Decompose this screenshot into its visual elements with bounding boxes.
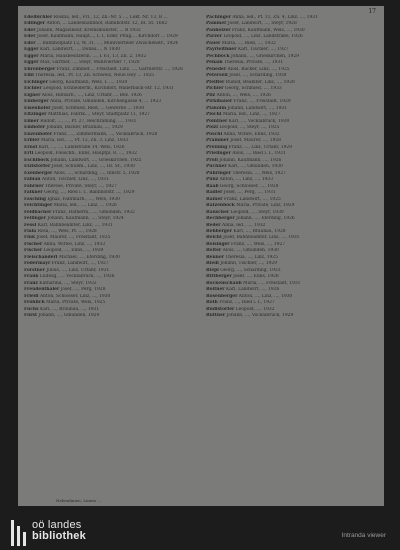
entry-details: Julius, ..., Linz, Urfahr, 1931 — [46, 267, 110, 273]
logo-line-2: bibliothek — [32, 530, 86, 542]
directory-entry — [206, 54, 376, 60]
entry-name: Emhofer — [24, 125, 46, 131]
directory-entry — [24, 54, 194, 60]
directory-entry — [206, 41, 376, 47]
directory-entry — [24, 274, 194, 280]
entry-name: Fischer — [24, 241, 43, 247]
entry-details: Franz, ..., Freistadt, 1929 — [233, 99, 291, 105]
directory-entry — [206, 242, 376, 248]
entry-name: Pauer — [206, 40, 221, 46]
entry-name: Falkner — [24, 190, 43, 196]
entry-details: Josef, ..., Perg, 1928 — [60, 287, 106, 293]
entry-name: Fabian — [24, 177, 41, 183]
directory-entry — [24, 132, 194, 138]
directory-entry — [24, 15, 194, 21]
directory-entry — [206, 313, 376, 319]
directory-entry — [24, 112, 194, 118]
directory-entry — [206, 112, 376, 118]
entry-details: Rudolf, Beamter, Linz, ..., 1928 — [225, 79, 295, 85]
directory-entry — [24, 145, 194, 151]
entry-name: Pirklbauer — [206, 99, 233, 105]
entry-details: Maria, led., ..., Pf. 12, Zn. 3, Linz, 1933 — [40, 138, 129, 144]
directory-entry — [206, 164, 376, 170]
directory-entry — [24, 235, 194, 241]
entry-name: Reder — [206, 222, 221, 228]
entry-details: Georg, Schlosser, ..., 1928 — [219, 183, 279, 189]
directory-entry — [206, 21, 376, 27]
directory-entry — [24, 158, 194, 164]
directory-entry — [206, 138, 376, 144]
entry-details: Franz, Landwirt, ..., 1927 — [51, 261, 109, 267]
entry-details: Josef, Schmied, Ried, ... Gewerbe ... 1930 — [52, 105, 145, 111]
entry-name: Fink — [24, 235, 36, 241]
directory-entry — [206, 158, 376, 164]
entry-name: Rosenberger — [206, 293, 238, 299]
entry-name: Reisinger — [206, 241, 230, 247]
directory-entry — [24, 106, 194, 112]
directory-entry — [206, 287, 376, 293]
directory-entry — [206, 151, 376, 157]
directory-entry — [24, 190, 194, 196]
entry-name: Eichinger — [24, 79, 48, 85]
directory-entry — [24, 210, 194, 216]
entry-name: Rittberger — [206, 274, 232, 280]
entry-name: Rainer — [206, 196, 223, 202]
entry-details: Leopold, ..., Linz, Landstraße, 1926 — [223, 34, 303, 40]
directory-entry — [24, 86, 194, 92]
directory-entry — [206, 229, 376, 235]
entry-details: Karl, Tischler, ..., 1927 — [237, 47, 289, 53]
entry-name: Panholzer — [206, 27, 231, 33]
directory-entry — [24, 268, 194, 274]
entry-name: Friedl — [24, 293, 39, 299]
entry-details: Johann, ..., Grieskirchen, 1929 — [230, 53, 299, 59]
entry-name: Pichler — [206, 86, 224, 92]
entry-name: Edelbichler — [24, 15, 53, 20]
directory-entry — [206, 171, 376, 177]
entry-details: Alois, ..., Ried i. I., 1931 — [232, 151, 286, 157]
entry-details: Karl, Bahnbeamter, Linz, ..., 1931 — [37, 222, 113, 228]
entry-name: Prammer — [206, 138, 229, 144]
directory-entry — [24, 300, 194, 306]
entry-details: Theresia, ..., Linz, 1925 — [225, 254, 278, 260]
directory-entry — [206, 307, 376, 313]
entry-name: Fellinger — [24, 216, 47, 222]
entry-details: Theresia, led., Pf. 13, Zn. Schweiz, Neue Hoy ... 1925 — [35, 73, 155, 79]
entry-details: ... Bahnhofplatz 12, W, 31, ..., Mühlvierteler Zwischenstr., 1924 — [36, 40, 178, 46]
entry-name: Renner — [206, 254, 224, 260]
entry-name: Rehberger — [206, 228, 232, 234]
entry-details: Josef, ..., Schärding, 1930 — [229, 73, 287, 79]
directory-entry — [206, 203, 376, 209]
entry-name: Erbler — [24, 138, 40, 144]
entry-details: Franz, ..., Wels, ..., 1927 — [231, 241, 286, 247]
directory-entry — [206, 177, 376, 183]
directory-entry — [206, 67, 376, 73]
directory-entry — [24, 151, 194, 157]
entry-name: Fröhlich — [24, 300, 45, 306]
entry-details: Katharina, ..., Steyr, 1932 — [39, 280, 97, 286]
entry-details: Rosa, ..., Wels, Pf. ..., 1928 — [37, 228, 97, 234]
directory-entry — [24, 242, 194, 248]
directory-entry — [24, 216, 194, 222]
right-column — [206, 15, 376, 320]
entry-details: Georg, Schmied, ..., 1933 — [225, 86, 282, 92]
directory-entry — [206, 28, 376, 34]
entry-details: Therese, Private, Steyr, ..., 1927 — [44, 183, 117, 189]
entry-name: Exenberger — [24, 170, 53, 176]
directory-entry — [24, 281, 194, 287]
directory-entry — [24, 125, 194, 131]
directory-entry — [206, 15, 376, 21]
directory-entry — [206, 47, 376, 53]
entry-name: Fasching — [24, 196, 46, 202]
entry-details: Alois, ..., Schärding, ..., Innstr. 5, 1928 — [53, 170, 140, 176]
entry-name: Plakolm — [206, 105, 227, 111]
entry-details: Karl, ..., Braunau, ..., 1931 — [39, 306, 100, 312]
entry-name: Franz — [24, 280, 38, 286]
entry-name: Fürst — [24, 313, 38, 319]
directory-entry — [206, 86, 376, 92]
entry-name: Eichler — [24, 86, 42, 92]
entry-details: Johann, Bäcker, Braunau, ..., 1929 — [46, 125, 123, 131]
entry-name: Pilz — [206, 92, 216, 98]
entry-name: Payrleithner — [206, 47, 237, 53]
entry-details: Anna, led., Pf. 11, Zn. 4, Linz, ..., 1931 — [232, 15, 318, 20]
entry-name: Feldbacher — [24, 209, 52, 215]
directory-entry — [24, 197, 194, 203]
entry-name: Ratzenböck — [206, 203, 235, 209]
entry-name: Roth — [206, 300, 218, 306]
entry-name: Punz — [206, 177, 219, 183]
directory-entry — [24, 223, 194, 229]
entry-name: Egger — [24, 53, 39, 59]
entry-details: Franz, ..., Zimmermann, ..., Vöcklabruck, 1928 — [53, 131, 158, 137]
entry-name: Egger — [24, 47, 39, 53]
entry-details: Leopold, ..., Steyr, ..., 1925 — [219, 125, 280, 131]
entry-details: Johann, ..., Eferding, 1926 — [236, 216, 295, 222]
entry-name: Fessl — [24, 222, 37, 228]
entry-details: Leopold, Schneiderm., Kirchdorf, Wallerbach-Str. 12, 1931 — [43, 86, 174, 92]
entry-name: Pöschl — [206, 131, 223, 137]
entry-name: Riedl — [206, 261, 219, 267]
left-column — [24, 15, 194, 320]
entry-name: Eder — [24, 27, 36, 33]
entry-details: Josef, ..., Perg, ..., 1931 — [223, 190, 276, 196]
directory-entry — [24, 73, 194, 79]
directory-entry — [206, 190, 376, 196]
directory-entry — [206, 197, 376, 203]
entry-name: Ehrenberger — [24, 66, 56, 72]
directory-entry — [206, 210, 376, 216]
entry-name: Elmer — [24, 118, 39, 124]
entry-name: Enzenhofer — [24, 131, 53, 137]
directory-entry — [24, 287, 194, 293]
entry-details: Rudolf, ..., ..., Pf. 27, Reichraming, ..., 1931 — [40, 118, 137, 124]
library-logo-text — [32, 520, 86, 543]
directory-entry — [24, 255, 194, 261]
viewer-footer — [0, 508, 400, 550]
directory-entry — [206, 80, 376, 86]
entry-details: Franz, Hafnerm., ..., Gmunden, 1932 — [52, 209, 135, 215]
entry-details: Josef, ..., Enns, 1928 — [233, 274, 279, 280]
entry-details: Theresia, ..., Wels, 1927 — [232, 170, 286, 176]
entry-details: Alois, Bäcker, Linz, ..., 1925 — [227, 66, 290, 72]
entry-name: Eisenhofer — [24, 105, 51, 111]
directory-entry — [206, 223, 376, 229]
directory-entry — [206, 294, 376, 300]
entry-details: Maria, Private, Wels, 1925 — [46, 300, 106, 306]
entry-name: Reichl — [206, 235, 222, 241]
directory-entry — [24, 203, 194, 209]
directory-entry — [24, 21, 194, 27]
entry-details: Anna, Witwe, Linz, ..., 1933 — [43, 241, 106, 247]
entry-details: Karl, ..., Vöcklabruck, 1930 — [228, 118, 290, 124]
library-logo — [10, 514, 86, 548]
entry-name: Fischer — [24, 248, 43, 254]
entry-details: Josef, Bahnbeamter, Linz, ..., 1931 — [223, 235, 300, 241]
entry-details: Karl, Landwirt, ..., 1926 — [225, 287, 280, 293]
directory-entry — [206, 184, 376, 190]
directory-entry — [206, 300, 376, 306]
directory-entry — [24, 313, 194, 319]
library-logo-icon — [10, 514, 28, 548]
directory-entry — [206, 274, 376, 280]
directory-entry — [24, 138, 194, 144]
directory-entry — [206, 73, 376, 79]
directory-entry — [206, 281, 376, 287]
entry-name: Födermayr — [24, 261, 51, 267]
directory-entry — [206, 145, 376, 151]
entry-details: Max, Gärtner, ..., Steyr, Mühlviertler 7, 1920 — [40, 60, 140, 66]
entry-name: Rockenschaub — [206, 280, 242, 286]
entry-details: Johann, ..., Vöcklabruck, 1929 — [226, 313, 294, 319]
entry-name: Rechberger — [206, 216, 235, 222]
entry-name: Pammer — [206, 21, 227, 27]
entry-name: Fleischanderl — [24, 254, 58, 260]
entry-name: Ruttner — [206, 313, 226, 319]
directory-entry — [24, 184, 194, 190]
entry-name: Eitzinger — [24, 112, 47, 118]
entry-name: Eder — [24, 40, 36, 46]
entry-details: Georg, ..., Schärding, 1933 — [220, 267, 281, 273]
entry-name: Frank — [24, 274, 39, 280]
directory-entry — [206, 34, 376, 40]
entry-name: Radler — [206, 190, 223, 196]
entry-details: Johann, ..., Gmunden, 1929 — [38, 313, 100, 319]
entry-details: Rosina, led., Frl., 12, Zn.-Nr. 5 ..., Lokf. Nr. 13, B ... — [53, 15, 168, 20]
directory-entry — [206, 99, 376, 105]
entry-details: Johann, Landwirt, ..., Grieskirchen, 1925 — [50, 157, 142, 163]
entry-name: Puchner — [206, 164, 227, 170]
directory-entry — [206, 60, 376, 66]
directory-entry — [206, 132, 376, 138]
entry-name: Fuchs — [24, 306, 39, 312]
entry-details: Theresia, Private, ..., 1931 — [224, 60, 284, 66]
directory-entry — [24, 99, 194, 105]
entry-details: Alois, Hilfsarb., ..., Linz, Urfahr, ... Bez. 1926 — [41, 92, 142, 98]
directory-entry — [24, 93, 194, 99]
page-number: 17 — [368, 8, 376, 15]
page-footnote: Nebenlinien, Linien ... — [56, 498, 102, 503]
entry-name: Freudenthaler — [24, 287, 60, 293]
entry-details: Anna, Witwe, Enns, 1932 — [223, 131, 280, 137]
entry-details: Ignaz, Fabrikarb., ..., Wels, 1930 — [47, 196, 120, 202]
directory-entry — [24, 47, 194, 53]
entry-name: Etzlstorfer — [24, 164, 51, 170]
entry-details: Ludwig, ..., Vöcklabruck, ..., 1926 — [39, 274, 115, 280]
directory-entry — [24, 261, 194, 267]
entry-details: Georg, ..., Ried i. I., Bahnhofstr. ..., 1929 — [44, 190, 135, 196]
entry-name: Pühringer — [206, 170, 232, 176]
directory-entry — [24, 177, 194, 183]
entry-details: Anton, ..., Linz, ..., 1930 — [238, 293, 293, 299]
entry-name: Roitner — [206, 287, 225, 293]
entry-details: Anna, Private, Gmunden, Kirchengasse 4, ... 1923 — [49, 99, 162, 105]
entry-name: Edlinger — [24, 21, 46, 27]
entry-name: Pointner — [206, 118, 228, 124]
directory-entry — [24, 60, 194, 66]
entry-details: Josef, Maurer, ..., 1928 — [230, 138, 281, 144]
entry-details: Karl, ..., ..., Landstraße 14, Wels, 1926 — [38, 144, 125, 150]
entry-details: Franz, ..., Linz, Urfahr, 1929 — [228, 144, 292, 150]
entry-details: Johann, Kaufmann, ..., Steyr, 1924 — [47, 216, 124, 222]
entry-details: Maria, ..., Freistadt, 1931 — [243, 280, 301, 286]
entry-name: Eschlböck — [24, 157, 50, 163]
entry-name: Prielinger — [206, 151, 231, 157]
directory-entry — [24, 229, 194, 235]
entry-name: Pechböck — [206, 53, 230, 59]
entry-name: Pröll — [206, 157, 218, 163]
entry-details: Johann, Kaufmann, ..., 1926 — [219, 157, 282, 163]
entry-details: Maria, Hausbesitzerin, ..., I. 61, 13, Zn. 2, 1932 — [40, 53, 147, 59]
scanned-page — [18, 6, 384, 506]
entry-name: Riepl — [206, 267, 219, 273]
entry-details: Karl, ..., Gmunden, 1930 — [228, 164, 283, 170]
entry-details: Leopold, ..., Enns, ..., 1929 — [43, 248, 104, 254]
directory-entry — [24, 80, 194, 86]
entry-details: Anton, Tischler, Linz, ..., 1931 — [41, 177, 109, 183]
entry-name: Raab — [206, 183, 219, 189]
logo-line-1: oö landes — [32, 518, 82, 531]
entry-details: Johann, Magazineur, Kremsmünster, ... B 1932 — [36, 27, 141, 33]
entry-details: Maria, Private, Linz, 1929 — [236, 203, 295, 209]
entry-details: Matthias, Fabrik..., Steyr, Stadtplatz 11, 1927 — [47, 112, 150, 118]
entry-name: Rauscher — [206, 209, 230, 215]
entry-details: Franz, ..., Ried i. I., 1927 — [219, 300, 275, 306]
entry-details: Josef, Landwirt, ..., Steyr, 1928 — [227, 21, 297, 27]
entry-name: Rudlstorfer — [206, 306, 235, 312]
directory-entry — [206, 125, 376, 131]
entry-name: Reiter — [206, 248, 222, 254]
entry-name: Preining — [206, 144, 228, 150]
entry-name: Ertl — [24, 151, 34, 157]
entry-details: Leopold, ..., Steyr, 1930 — [230, 209, 284, 215]
entry-name: Fahrner — [24, 183, 44, 189]
entry-details: Josef, Schuhm., Linz, ..., III. St., 1930 — [51, 164, 135, 170]
entry-details: Anton, Schlosser, Linz, ..., 1930 — [39, 293, 111, 299]
directory-entry — [206, 216, 376, 222]
entry-name: Peham — [206, 60, 223, 66]
entry-name: Plöchl — [206, 112, 222, 118]
entry-name: Feichtinger — [24, 203, 53, 209]
directory-entry — [206, 93, 376, 99]
entry-name: Peterseil — [206, 73, 228, 79]
directory-entry — [24, 119, 194, 125]
entry-name: Einberger — [24, 99, 49, 105]
directory-entry — [24, 164, 194, 170]
entry-details: Josef, Maurer, ..., Freistadt, 1925 — [36, 235, 111, 241]
entry-details: Johann, Landwirt, ..., 1931 — [227, 105, 287, 111]
directory-entry — [206, 268, 376, 274]
entry-details: Michael, ..., Eferding, 1930 — [58, 254, 120, 260]
directory-entry — [24, 171, 194, 177]
entry-details: Maria, led., Linz, ..., 1927 — [222, 112, 281, 118]
entry-details: Leopold, ..., 1932 — [235, 306, 275, 312]
entry-details: Anton, ... Landesbahnhof, Bahnhofstr. 12, III. St. 1682 — [46, 21, 168, 27]
entry-details: Maria, ..., Ried, ..., 1932 — [221, 40, 276, 46]
entry-name: Eibl — [24, 73, 34, 79]
entry-name: Peneder — [206, 66, 227, 72]
entry-name: Forstner — [24, 267, 45, 273]
entry-details: Maria, led., ..., Linz, ... 1926 — [53, 203, 117, 209]
directory-entry — [24, 28, 194, 34]
directory-entry — [206, 248, 376, 254]
entry-details: Leopold, Fleischh., Enns, Hauptpl. 8, ..., 1932 — [34, 151, 137, 157]
entry-details: Franz, Kaufmann, Wels, ..., 1930 — [232, 27, 305, 33]
entry-name: Pölzl — [206, 125, 218, 131]
directory-entry — [24, 307, 194, 313]
entry-details: Karl, Landwirt, ..., Donau..., N 1930 — [40, 47, 120, 53]
entry-details: Anton, ..., Wels, ..., 1926 — [216, 92, 271, 98]
directory-entry — [24, 294, 194, 300]
directory-entry — [206, 119, 376, 125]
directory-entry — [24, 41, 194, 47]
entry-details: Johann, Tischler, ..., 1929 — [220, 261, 277, 267]
entry-details: Franz, Landwirt, ..., 1925 — [223, 196, 281, 202]
viewer-label[interactable]: Intranda viewer — [341, 532, 386, 539]
entry-details: Josef, Kaufmann, Haupt..., L 1, Eder, Pflug..., Kirchdorf ... 1929 — [36, 34, 178, 40]
directory-entry — [24, 248, 194, 254]
directory-entry — [24, 34, 194, 40]
directory-entry — [206, 261, 376, 267]
entry-name: Eigner — [24, 92, 41, 98]
entry-name: Egger — [24, 60, 39, 66]
entry-details: Anton, ..., Linz, ..., 1933 — [219, 177, 274, 183]
entry-name: Fiala — [24, 228, 37, 234]
entry-name: Eder — [24, 34, 36, 40]
directory-entry — [206, 255, 376, 261]
entry-details: Alois, ..., Gmunden, 1930 — [222, 248, 279, 254]
directory-entry — [24, 67, 194, 73]
entry-details: Anna, led., ..., 1932 — [222, 222, 266, 228]
entry-name: Ernst — [24, 144, 38, 150]
entry-details: Franz, Zimmer..., Freistadt, Linz, ..., Gärtnerstr. ..., 1928 — [56, 66, 183, 72]
entry-name: Pachinger — [206, 15, 231, 20]
entry-name: Parzer — [206, 34, 222, 40]
entry-details: Georg, Kaufmann, Wels, I. ..., 1930 — [49, 79, 128, 85]
directory-entry — [206, 106, 376, 112]
entry-details: Karl, ..., Braunau, 1928 — [233, 228, 286, 234]
entry-name: Pfeiffer — [206, 79, 225, 85]
directory-entry — [206, 235, 376, 241]
